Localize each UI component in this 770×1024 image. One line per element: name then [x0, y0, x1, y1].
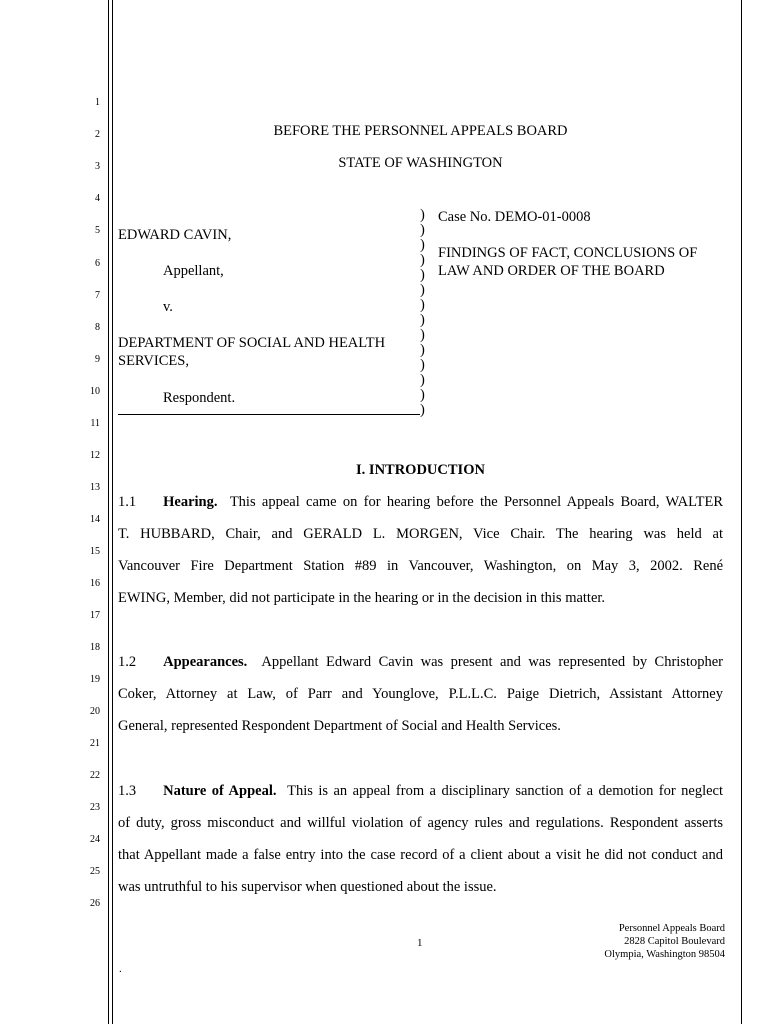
caption-paren: ): [420, 357, 425, 373]
paragraph-heading: Nature of Appeal.: [163, 783, 277, 799]
line-number: 23: [90, 802, 100, 813]
document-title-line1: FINDINGS OF FACT, CONCLUSIONS OF: [438, 245, 698, 261]
line-number: 2: [95, 129, 100, 140]
left-margin-rule-outer: [108, 0, 109, 1024]
line-number: 19: [90, 674, 100, 685]
paragraph-heading: Appearances.: [163, 654, 248, 670]
respondent-name-line1: DEPARTMENT OF SOCIAL AND HEALTH: [118, 335, 386, 351]
line-number: 8: [95, 322, 100, 333]
line-number: 16: [90, 578, 100, 589]
footer-address-line3: Olympia, Washington 98504: [604, 949, 725, 960]
caption-paren: ): [420, 342, 425, 358]
line-number: 14: [90, 514, 100, 525]
line-number: 12: [90, 450, 100, 461]
case-number: Case No. DEMO-01-0008: [438, 209, 591, 225]
line-number: 17: [90, 610, 100, 621]
line-number: 22: [90, 770, 100, 781]
line-number: 11: [90, 418, 100, 429]
respondent-name-line2: SERVICES,: [118, 353, 189, 369]
paragraph-number: 1.1: [118, 494, 137, 510]
caption-paren: ): [420, 207, 425, 223]
paragraph-line: Vancouver Fire Department Station #89 in Vancouver, Washington, on May 3, 2002. René: [118, 558, 723, 574]
line-number: 26: [90, 898, 100, 909]
paragraph-line: [118, 493, 723, 511]
caption-paren: ): [420, 402, 425, 418]
paragraph-text: This is an appeal from a disciplinary sanction of a demotion for neglect: [287, 783, 723, 799]
paragraph-text: Appellant Edward Cavin was present and was represented by Christopher: [261, 654, 723, 670]
paragraph-number: 1.2: [118, 654, 137, 670]
line-number: 9: [95, 354, 100, 365]
paragraph-line: [118, 653, 723, 671]
versus: v.: [163, 299, 173, 315]
paragraph-line: that Appellant made a false entry into the case record of a client about a visit he did not conduct and: [118, 847, 723, 863]
respondent-role: Respondent.: [163, 390, 236, 406]
appellant-name: EDWARD CAVIN,: [118, 227, 232, 243]
caption-paren: ): [420, 297, 425, 313]
footer-address-line1: Personnel Appeals Board: [618, 923, 725, 934]
section-title: I. INTRODUCTION: [356, 462, 485, 478]
line-number: 15: [90, 546, 100, 557]
line-number: 1: [95, 97, 100, 108]
line-number: 3: [95, 161, 100, 172]
page-number: 1: [417, 937, 423, 949]
paragraph-heading: Hearing.: [163, 494, 218, 510]
caption-paren: ): [420, 327, 425, 343]
paragraph-line: [118, 782, 723, 800]
caption-paren: ): [420, 267, 425, 283]
caption-underline: [118, 414, 420, 415]
line-number: 7: [95, 290, 100, 301]
paragraph-line: was untruthful to his supervisor when questioned about the issue.: [118, 879, 497, 895]
right-margin-rule: [741, 0, 742, 1024]
paragraph-line: Coker, Attorney at Law, of Parr and Younglove, P.L.L.C. Paige Dietrich, Assistant Attorney: [118, 686, 723, 702]
line-number: 21: [90, 738, 100, 749]
paragraph-line: EWING, Member, did not participate in the hearing or in the decision in this matter.: [118, 590, 606, 606]
caption-paren: ): [420, 282, 425, 298]
caption-paren: ): [420, 222, 425, 238]
left-margin-rule-inner: [112, 0, 113, 1024]
paragraph-line: of duty, gross misconduct and willful violation of agency rules and regulations. Respondent asserts: [118, 815, 723, 831]
board-heading: BEFORE THE PERSONNEL APPEALS BOARD: [273, 123, 568, 139]
line-number: 13: [90, 482, 100, 493]
line-number: 20: [90, 706, 100, 717]
paragraph-line: General, represented Respondent Department of Social and Health Services.: [118, 718, 561, 734]
caption-paren: ): [420, 372, 425, 388]
footer-address-line2: 2828 Capitol Boulevard: [624, 936, 725, 947]
paragraph-text: This appeal came on for hearing before the Personnel Appeals Board, WALTER: [229, 494, 723, 510]
paragraph-line: T. HUBBARD, Chair, and GERALD L. MORGEN, Vice Chair. The hearing was held at: [118, 526, 723, 542]
line-number: 25: [90, 866, 100, 877]
line-number: 5: [95, 225, 100, 236]
caption-paren: ): [420, 252, 425, 268]
line-number: 10: [90, 386, 100, 397]
appellant-role: Appellant,: [163, 263, 224, 279]
footer-address: [604, 922, 725, 961]
document-title-line2: LAW AND ORDER OF THE BOARD: [438, 263, 665, 279]
line-number: 6: [95, 258, 100, 269]
line-number: 18: [90, 642, 100, 653]
caption-paren: ): [420, 237, 425, 253]
paragraph-number: 1.3: [118, 783, 137, 799]
caption-paren: ): [420, 387, 425, 403]
line-number: 4: [95, 193, 100, 204]
caption-paren: ): [420, 312, 425, 328]
line-number: 24: [90, 834, 100, 845]
state-heading: STATE OF WASHINGTON: [338, 155, 503, 171]
stray-mark: .: [119, 963, 122, 975]
